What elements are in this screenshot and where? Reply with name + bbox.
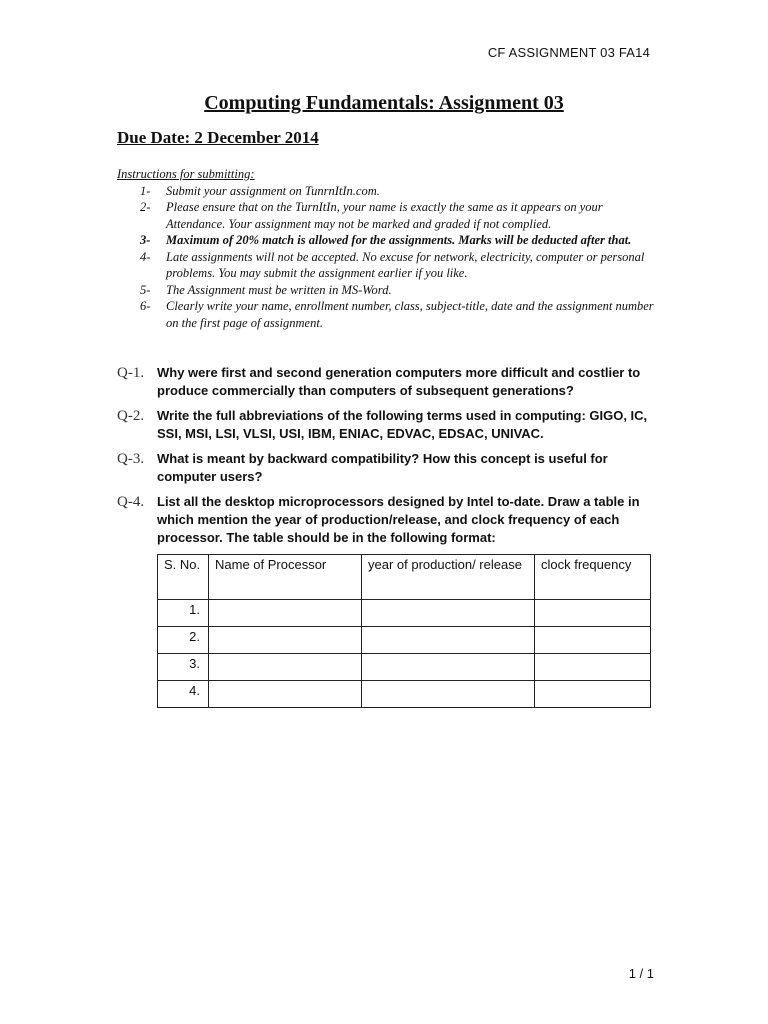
table-cell-sno: 1.	[158, 600, 209, 627]
instructions-block	[117, 166, 657, 331]
table-cell	[535, 627, 651, 654]
instructions-heading: Instructions for submitting:	[117, 167, 255, 181]
question-1	[117, 364, 657, 400]
table-cell	[535, 654, 651, 681]
instruction-number: 6-	[140, 299, 151, 313]
instruction-text: Please ensure that on the TurnItIn, your name is exactly the same as it appears on your Attendance. Your assignment may not be marked and graded if not complied.	[166, 200, 603, 231]
table-row	[158, 600, 651, 627]
table-cell	[362, 654, 535, 681]
instruction-number: 5-	[140, 282, 151, 297]
table-cell	[209, 681, 362, 708]
instruction-item	[117, 282, 657, 299]
table-row	[158, 627, 651, 654]
instruction-number: 3-	[140, 233, 151, 247]
question-label: Q-4.	[117, 494, 145, 510]
due-date: Due Date: 2 December 2014	[117, 128, 319, 147]
instruction-number: 1-	[140, 183, 151, 198]
table-row	[158, 654, 651, 681]
table-header-sno: S. No.	[158, 555, 209, 600]
table-cell-sno: 3.	[158, 654, 209, 681]
instruction-number: 2-	[140, 200, 151, 214]
question-label: Q-3.	[117, 451, 145, 467]
question-label: Q-1.	[117, 365, 145, 381]
header-course-tag: CF ASSIGNMENT 03 FA14	[487, 45, 650, 60]
page-number: 1 / 1	[628, 966, 654, 981]
question-3	[117, 450, 657, 486]
question-text: Write the full abbreviations of the following terms used in computing: GIGO, IC, SSI, MSI, LSI, VLSI, USI, IBM, ENIAC, EDVAC, EDSAC, UNIVAC.	[157, 408, 648, 441]
table-header-clock: clock frequency	[535, 555, 651, 600]
table-row	[158, 681, 651, 708]
instruction-item	[117, 249, 657, 282]
table-cell-sno: 2.	[158, 627, 209, 654]
table-cell-sno: 4.	[158, 681, 209, 708]
instruction-item	[117, 199, 657, 232]
question-4	[117, 493, 657, 547]
processor-table	[157, 554, 651, 708]
table-cell	[362, 600, 535, 627]
instruction-text: Clearly write your name, enrollment number, class, subject-title, date and the assignment number on the first page of assignment.	[166, 299, 654, 330]
table-cell	[362, 627, 535, 654]
table-cell	[209, 627, 362, 654]
table-cell	[535, 681, 651, 708]
instructions-list	[117, 183, 657, 332]
instruction-text: Maximum of 20% match is allowed for the assignments. Marks will be deducted after that.	[166, 233, 632, 247]
question-2	[117, 407, 657, 443]
table-header-row	[158, 555, 651, 600]
instruction-item	[117, 232, 657, 249]
table-cell	[209, 654, 362, 681]
instruction-text: The Assignment must be written in MS-Word.	[166, 282, 392, 297]
page-title: Computing Fundamentals: Assignment 03	[204, 92, 564, 114]
instruction-number: 4-	[140, 249, 151, 264]
instruction-item	[117, 298, 657, 331]
table-cell	[535, 600, 651, 627]
table-cell	[362, 681, 535, 708]
question-text: List all the desktop microprocessors designed by Intel to-date. Draw a table in which mention the year of production/release, and clock frequency of each processor. The table should be in the following format:	[157, 494, 640, 545]
instruction-text: Late assignments will not be accepted. No excuse for network, electricity, computer or personal problems. You may submit the assignment earlier if you like.	[166, 249, 645, 280]
question-text: What is meant by backward compatibility? How this concept is useful for computer users?	[157, 451, 608, 484]
table-cell	[209, 600, 362, 627]
table-header-year: year of production/ release	[362, 555, 535, 600]
question-label: Q-2.	[117, 408, 145, 424]
table-header-processor: Name of Processor	[209, 555, 362, 600]
instruction-item	[117, 183, 657, 200]
instruction-text: Submit your assignment on TunrnItIn.com.	[166, 183, 380, 198]
question-text: Why were first and second generation computers more difficult and costlier to produce commercially than computers of subsequent generations?	[157, 365, 641, 398]
